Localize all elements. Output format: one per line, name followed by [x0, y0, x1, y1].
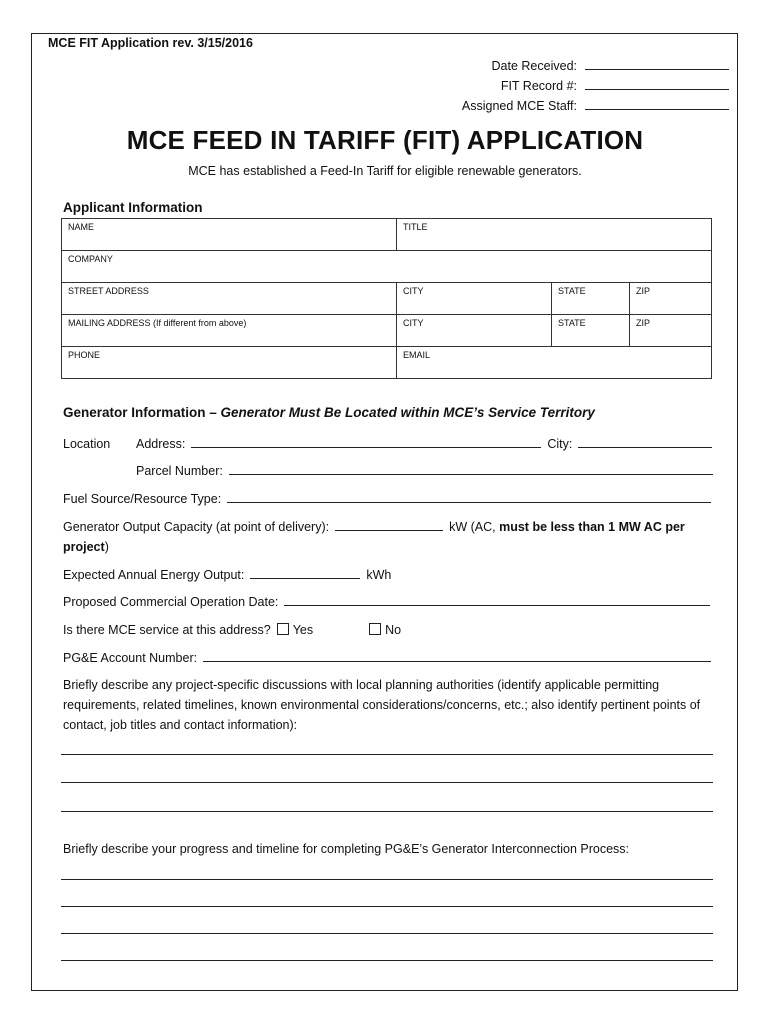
page-subtitle: MCE has established a Feed-In Tariff for eligible renewable generators. — [188, 164, 582, 178]
capacity-unit: kW (AC, — [449, 520, 500, 534]
progress-prompt: Briefly describe your progress and timeline for completing PG&E’s Generator Interconnection Process: — [63, 842, 630, 856]
yes-option[interactable] — [277, 623, 313, 637]
mailing-zip-cell[interactable]: ZIP — [630, 315, 712, 347]
progress-line-2[interactable] — [61, 906, 713, 907]
cod-row — [63, 591, 716, 609]
street-state-cell[interactable]: STATE — [552, 283, 630, 315]
assigned-staff-line[interactable] — [585, 109, 729, 110]
street-zip-cell[interactable]: ZIP — [630, 283, 712, 315]
pge-account-label: PG&E Account Number: — [63, 651, 198, 665]
discussions-line-2[interactable] — [61, 782, 713, 783]
title-cell[interactable]: TITLE — [397, 219, 712, 251]
progress-line-4[interactable] — [61, 960, 713, 961]
address-label: Address: — [136, 437, 186, 451]
energy-unit: kWh — [366, 568, 392, 582]
email-cell[interactable]: EMAIL — [397, 347, 712, 379]
energy-label: Expected Annual Energy Output: — [63, 568, 245, 582]
city-label: City: — [547, 437, 573, 451]
capacity-close: ) — [104, 540, 109, 554]
mailing-address-cell[interactable]: MAILING ADDRESS (If different from above) — [62, 315, 397, 347]
yes-label: Yes — [292, 623, 314, 637]
discussions-line-1[interactable] — [61, 754, 713, 755]
parcel-row — [136, 460, 719, 478]
fit-record-field[interactable] — [429, 75, 729, 93]
address-line[interactable] — [191, 447, 541, 448]
street-city-cell[interactable]: CITY — [397, 283, 552, 315]
service-row — [63, 619, 401, 637]
fit-record-label: FIT Record #: — [500, 79, 577, 93]
progress-line-3[interactable] — [61, 933, 713, 934]
generator-heading — [63, 405, 595, 420]
no-checkbox[interactable] — [369, 623, 381, 635]
assigned-staff-label: Assigned MCE Staff: — [461, 99, 577, 113]
page-title: MCE FEED IN TARIFF (FIT) APPLICATION — [126, 125, 644, 155]
capacity-limit-2: project — [63, 540, 105, 554]
parcel-line[interactable] — [229, 474, 713, 475]
phone-cell[interactable]: PHONE — [62, 347, 397, 379]
pge-account-row — [63, 647, 717, 665]
revision-header: MCE FIT Application rev. 3/15/2016 — [48, 36, 253, 50]
energy-row — [63, 564, 391, 582]
mailing-state-cell[interactable]: STATE — [552, 315, 630, 347]
capacity-label: Generator Output Capacity (at point of delivery): — [63, 520, 330, 534]
progress-line-1[interactable] — [61, 879, 713, 880]
no-option[interactable] — [369, 623, 401, 637]
capacity-line[interactable] — [335, 530, 443, 531]
energy-line[interactable] — [250, 578, 360, 579]
no-label: No — [385, 623, 402, 637]
fit-record-line[interactable] — [585, 89, 729, 90]
city-line[interactable] — [578, 447, 712, 448]
discussions-prompt: Briefly describe any project-specific discussions with local planning authorities (identify applicable permitting requirements, related timelines, known environmental considerations/concerns, etc.; also identify pertinent points of contact, job titles and contact information): — [63, 678, 701, 732]
date-received-field[interactable] — [429, 55, 729, 73]
parcel-label: Parcel Number: — [136, 464, 223, 478]
name-cell[interactable]: NAME — [62, 219, 397, 251]
fuel-line[interactable] — [227, 502, 711, 503]
capacity-limit: must be less than 1 MW AC per — [499, 520, 685, 534]
assigned-staff-field[interactable] — [429, 95, 729, 113]
mailing-city-cell[interactable]: CITY — [397, 315, 552, 347]
company-cell[interactable]: COMPANY — [62, 251, 712, 283]
fuel-label: Fuel Source/Resource Type: — [63, 492, 222, 506]
cod-line[interactable] — [284, 605, 710, 606]
generator-heading-italic: Generator Must Be Located within MCE’s Service Territory — [220, 405, 595, 420]
capacity-row-2 — [63, 536, 109, 554]
applicant-heading: Applicant Information — [63, 200, 203, 215]
yes-checkbox[interactable] — [277, 623, 289, 635]
service-question: Is there MCE service at this address? — [63, 623, 271, 637]
date-received-line[interactable] — [585, 69, 729, 70]
cod-label: Proposed Commercial Operation Date: — [63, 595, 279, 609]
generator-heading-text: Generator Information – — [63, 405, 221, 420]
applicant-table — [61, 218, 712, 379]
date-received-label: Date Received: — [491, 59, 577, 73]
capacity-row — [63, 516, 685, 534]
location-row — [63, 433, 718, 451]
street-address-cell[interactable]: STREET ADDRESS — [62, 283, 397, 315]
fuel-row — [63, 488, 717, 506]
location-label: Location — [63, 437, 111, 451]
pge-account-line[interactable] — [203, 661, 711, 662]
discussions-line-3[interactable] — [61, 811, 713, 812]
